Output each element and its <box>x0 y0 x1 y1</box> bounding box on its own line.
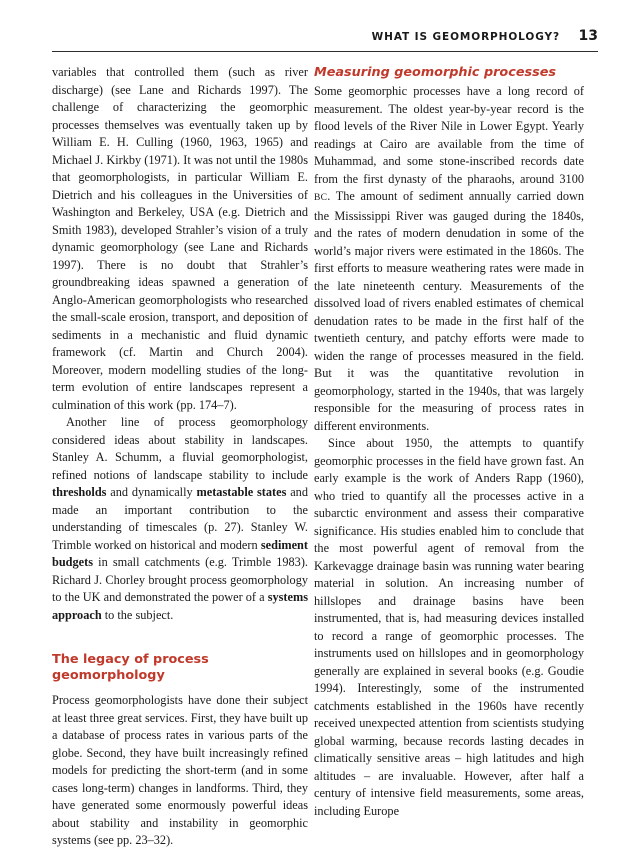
section-heading-legacy: The legacy of process geomorphology <box>52 652 209 683</box>
running-title: WHAT IS GEOMORPHOLOGY? <box>371 31 560 43</box>
spacer <box>52 684 308 692</box>
subsection-heading-measuring: Measuring geomorphic processes <box>314 65 557 80</box>
text-run: Another line of process geomorphology considered ideas about stability in landscapes. Stanley A. Schumm, a fluvial geomorphologist, refined notions of landscape stability to include <box>52 415 308 482</box>
text-run: to the subject. <box>101 607 174 622</box>
keyword-sediment-budgets: sediment budgets <box>52 537 308 569</box>
header-rule <box>52 51 598 52</box>
text-run: and dynamically <box>106 485 197 499</box>
left-paragraph-1: variables that controlled them (such as river discharge) (see Lane and Richards 1997). The challenge of characterizing the geomorphic processes themselves was eventually taken up by William E. H. Culling (1960, 1963, 1965) and Michael J. Kirkby (1971). It was not until the 1980s that geomorphologists, in particular William E. Dietrich and his colleagues in the Universities of Washington and Berkeley, USA (e.g. Dietrich and Smith 1983), developed Strahler’s vision of a truly dynamic geomorphology (see Lane and Richards 1997). There is no doubt that Strahler’s groundbreaking ideas spawned a generation of Anglo-American geomorphologists who researched the small-scale erosion, transport, and deposition of sediments in a mechanistic and fluid dynamic framework (cf. Martin and Church 2004). Moreover, modern modelling studies of the long-term evolution of entire landscapes represent a culmination of this work (pp. 174–7). <box>52 65 308 412</box>
text-run: Some geomorphic processes have a long record of measurement. The oldest year-by-year record is the flood levels of the River Nile in Lower Egypt. Yearly readings at Cairo are available from the time of Muhammad, and some stone-inscribed records date from the first dynasty of the pharaohs, around 3100 <box>314 84 584 186</box>
page-number: 13 <box>578 28 598 44</box>
text-run: and made an important contribution to the understanding of timescales (p. 27). Stanley W. Trimble worked on historical and modern <box>52 485 308 552</box>
right-paragraph-1 <box>314 83 584 435</box>
right-paragraph-2: Since about 1950, the attempts to quantify geomorphic processes in the field have grown fast. An early example is the work of Anders Rapp (1960), who tried to quantify all the processes active in a subarctic environment and assess their comparative significance. His studies enabled him to conclude that the most powerful agent of removal from the Karkevagge drainage basin was running water bearing material in solution. An increasing number of hillslopes and drainage basins have been instrumented, that is, had measuring devices installed to record a range of geomorphic processes. The instruments used on hillslopes and in geomorphology generally are explained in several books (e.g. Goudie 1994). Interestingly, some of the instrumented catchments established in the 1960s have recently received unexpected attention from scientists studying global warming, because records lasting decades in climatically sensitive areas – high latitudes and high altitudes – are invaluable. However, after half a century of intensive field measurements, some areas, including Europe <box>314 436 584 818</box>
text-run: . The amount of sediment annually carried down the Mississippi River was gauged during the 1840s, and the rates of modern denudation in some of the world’s major rivers were estimated in the 1860s. The first efforts to measure weathering rates were made in the late nineteenth century. Measurements of the dissolved load of rivers enabled estimates of chemical denudation rates to be made in the first half of the twentieth century, and patchy efforts were made to widen the range of processes measured in the field. But it was the quantitative revolution in geomorphology, started in the 1940s, that was largely responsible for the measuring of process rates in different environments. <box>314 189 584 433</box>
left-paragraph-3: Process geomorphologists have done their subject at least three great services. First, they have built up a database of process rates in various parts of the globe. Second, they have built increasingly refined models for predicting the short-term (and in some cases long-term) changes in landforms. Third, they have generated some enormously powerful ideas about stability and instability in geomorphic systems (see pp. 23–32). <box>52 693 308 847</box>
bc-abbreviation: BC <box>314 193 328 203</box>
text-run: in small catchments (e.g. Trimble 1983). Richard J. Chorley brought process geomorphology to the UK and demonstrated the power of a <box>52 555 308 604</box>
left-column <box>52 64 308 850</box>
right-column <box>314 64 584 820</box>
keyword-thresholds: thresholds <box>52 485 107 499</box>
keyword-systems-approach: systems approach <box>52 590 308 622</box>
keyword-metastable-states: metastable states <box>196 485 287 499</box>
running-head <box>52 26 598 50</box>
left-paragraph-2 <box>52 414 308 624</box>
spacer <box>52 624 308 652</box>
